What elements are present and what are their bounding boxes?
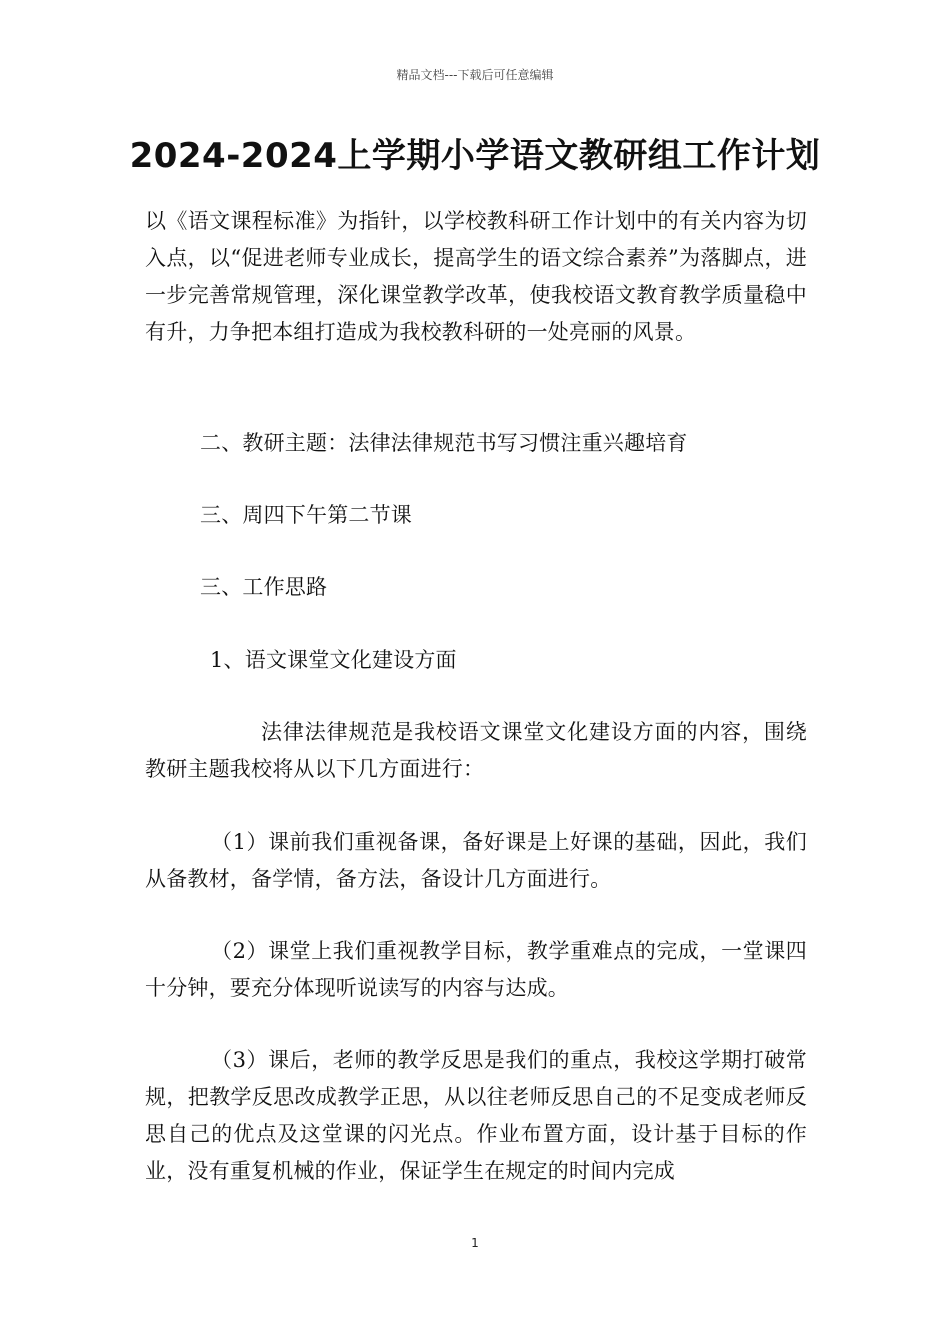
list-item-3: （3）课后，老师的教学反思是我们的重点，我校这学期打破常规，把教学反思改成教学正思，从以往老师反思自己的不足变成老师反思自己的优点及这堂课的闪光点。作业布置方面，设计基于目标的作业，没有重复机械的作业，保证学生在规定的时间内完成 xyxy=(145,1048,807,1183)
intro-paragraph: 以《语文课程标准》为指针，以学校教科研工作计划中的有关内容为切入点，以“促进老师专业成长，提高学生的语文综合素养”为落脚点，进一步完善常规管理，深化课堂教学改革，使我校语文教育教学质量稳中有升，力争把本组打造成为我校教科研的一处亮丽的风景。 xyxy=(145,209,807,344)
list-item-1: （1）课前我们重视备课，备好课是上好课的基础，因此，我们从备教材，备学情，备方法，备设计几方面进行。 xyxy=(145,830,807,891)
section-heading-ideas: 三、工作思路 xyxy=(200,575,328,599)
list-item-2: （2）课堂上我们重视教学目标，教学重难点的完成，一堂课四十分钟，要充分体现听说读写的内容与达成。 xyxy=(145,939,807,1000)
section-heading-time: 三、周四下午第二节课 xyxy=(200,503,412,527)
section-heading-theme: 二、教研主题：法律法律规范书写习惯注重兴趣培育 xyxy=(200,431,688,455)
header-note: 精品文档---下载后可任意编辑 xyxy=(396,68,554,82)
page-number: 1 xyxy=(471,1236,479,1250)
subsection-heading-culture: 1、语文课堂文化建设方面 xyxy=(210,648,457,672)
document-title: 2024-2024上学期小学语文教研组工作计划 xyxy=(129,136,821,176)
body-paragraph-law: 法律法律规范是我校语文课堂文化建设方面的内容，围绕教研主题我校将从以下几方面进行： xyxy=(145,720,807,781)
